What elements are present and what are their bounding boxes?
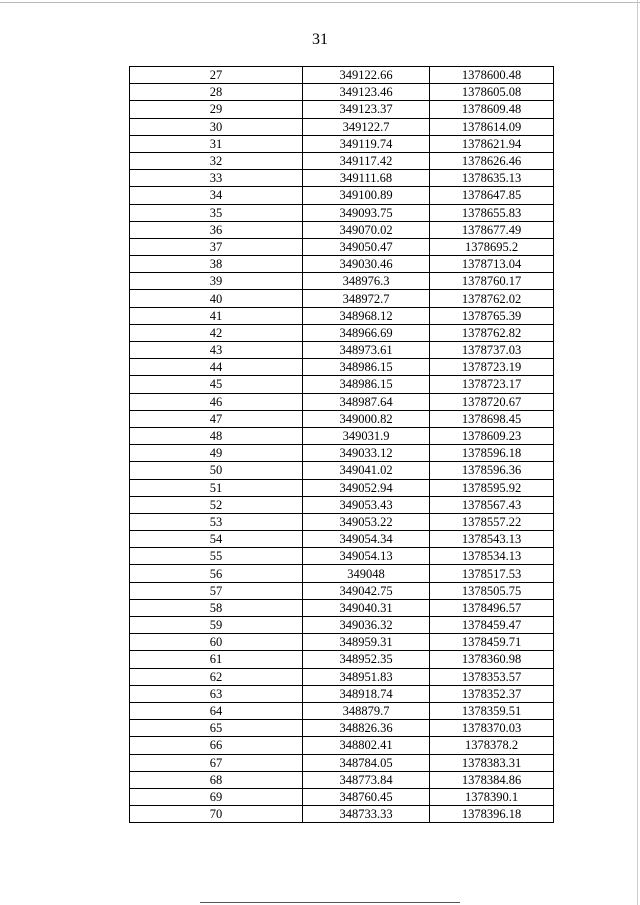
y-coordinate-cell: 1378647.85 bbox=[430, 187, 554, 204]
y-coordinate-cell: 1378609.48 bbox=[430, 101, 554, 118]
table-row bbox=[130, 170, 554, 187]
y-coordinate-cell: 1378737.03 bbox=[430, 342, 554, 359]
scan-edge-top bbox=[0, 2, 640, 3]
x-coordinate-cell: 348986.15 bbox=[303, 376, 430, 393]
x-coordinate-cell: 349053.22 bbox=[303, 513, 430, 530]
y-coordinate-cell: 1378534.13 bbox=[430, 548, 554, 565]
y-coordinate-cell: 1378614.09 bbox=[430, 118, 554, 135]
x-coordinate-cell: 348879.7 bbox=[303, 702, 430, 719]
x-coordinate-cell: 348784.05 bbox=[303, 754, 430, 771]
table-row bbox=[130, 582, 554, 599]
y-coordinate-cell: 1378600.48 bbox=[430, 67, 554, 84]
table-row bbox=[130, 84, 554, 101]
x-coordinate-cell: 348968.12 bbox=[303, 307, 430, 324]
point-number-cell: 67 bbox=[130, 754, 303, 771]
point-number-cell: 42 bbox=[130, 324, 303, 341]
y-coordinate-cell: 1378762.82 bbox=[430, 324, 554, 341]
y-coordinate-cell: 1378396.18 bbox=[430, 806, 554, 823]
point-number-cell: 63 bbox=[130, 685, 303, 702]
x-coordinate-cell: 348802.41 bbox=[303, 737, 430, 754]
table-row bbox=[130, 118, 554, 135]
table-row bbox=[130, 221, 554, 238]
table-row bbox=[130, 427, 554, 444]
table-row bbox=[130, 565, 554, 582]
x-coordinate-cell: 348951.83 bbox=[303, 668, 430, 685]
y-coordinate-cell: 1378635.13 bbox=[430, 170, 554, 187]
y-coordinate-cell: 1378359.51 bbox=[430, 702, 554, 719]
x-coordinate-cell: 349041.02 bbox=[303, 462, 430, 479]
table-row bbox=[130, 376, 554, 393]
point-number-cell: 65 bbox=[130, 720, 303, 737]
scan-edge-right bbox=[637, 0, 638, 905]
point-number-cell: 50 bbox=[130, 462, 303, 479]
x-coordinate-cell: 349122.7 bbox=[303, 118, 430, 135]
x-coordinate-cell: 349093.75 bbox=[303, 204, 430, 221]
point-number-cell: 33 bbox=[130, 170, 303, 187]
y-coordinate-cell: 1378459.47 bbox=[430, 617, 554, 634]
point-number-cell: 34 bbox=[130, 187, 303, 204]
table-row bbox=[130, 462, 554, 479]
table-row bbox=[130, 204, 554, 221]
table-row bbox=[130, 238, 554, 255]
point-number-cell: 58 bbox=[130, 599, 303, 616]
point-number-cell: 31 bbox=[130, 135, 303, 152]
x-coordinate-cell: 349042.75 bbox=[303, 582, 430, 599]
x-coordinate-cell: 349036.32 bbox=[303, 617, 430, 634]
x-coordinate-cell: 349123.37 bbox=[303, 101, 430, 118]
table-row bbox=[130, 513, 554, 530]
x-coordinate-cell: 348973.61 bbox=[303, 342, 430, 359]
table-row bbox=[130, 548, 554, 565]
point-number-cell: 53 bbox=[130, 513, 303, 530]
point-number-cell: 35 bbox=[130, 204, 303, 221]
point-number-cell: 48 bbox=[130, 427, 303, 444]
point-number-cell: 36 bbox=[130, 221, 303, 238]
table-row bbox=[130, 273, 554, 290]
point-number-cell: 30 bbox=[130, 118, 303, 135]
point-number-cell: 56 bbox=[130, 565, 303, 582]
table-row bbox=[130, 307, 554, 324]
x-coordinate-cell: 348976.3 bbox=[303, 273, 430, 290]
table-row bbox=[130, 393, 554, 410]
table-row bbox=[130, 187, 554, 204]
y-coordinate-cell: 1378390.1 bbox=[430, 788, 554, 805]
y-coordinate-cell: 1378698.45 bbox=[430, 410, 554, 427]
x-coordinate-cell: 349111.68 bbox=[303, 170, 430, 187]
table-row bbox=[130, 617, 554, 634]
point-number-cell: 64 bbox=[130, 702, 303, 719]
x-coordinate-cell: 349054.34 bbox=[303, 531, 430, 548]
table-row bbox=[130, 531, 554, 548]
y-coordinate-cell: 1378765.39 bbox=[430, 307, 554, 324]
point-number-cell: 49 bbox=[130, 445, 303, 462]
point-number-cell: 43 bbox=[130, 342, 303, 359]
x-coordinate-cell: 348826.36 bbox=[303, 720, 430, 737]
point-number-cell: 41 bbox=[130, 307, 303, 324]
point-number-cell: 54 bbox=[130, 531, 303, 548]
table-row bbox=[130, 152, 554, 169]
table-row bbox=[130, 754, 554, 771]
y-coordinate-cell: 1378695.2 bbox=[430, 238, 554, 255]
table-row bbox=[130, 702, 554, 719]
point-number-cell: 62 bbox=[130, 668, 303, 685]
y-coordinate-cell: 1378723.19 bbox=[430, 359, 554, 376]
point-number-cell: 66 bbox=[130, 737, 303, 754]
y-coordinate-cell: 1378353.57 bbox=[430, 668, 554, 685]
point-number-cell: 39 bbox=[130, 273, 303, 290]
table-row bbox=[130, 788, 554, 805]
y-coordinate-cell: 1378567.43 bbox=[430, 496, 554, 513]
y-coordinate-cell: 1378459.71 bbox=[430, 634, 554, 651]
x-coordinate-cell: 349122.66 bbox=[303, 67, 430, 84]
table-row bbox=[130, 342, 554, 359]
point-number-cell: 28 bbox=[130, 84, 303, 101]
x-coordinate-cell: 348760.45 bbox=[303, 788, 430, 805]
table-row bbox=[130, 685, 554, 702]
y-coordinate-cell: 1378605.08 bbox=[430, 84, 554, 101]
table-row bbox=[130, 651, 554, 668]
table-row bbox=[130, 720, 554, 737]
table-row bbox=[130, 479, 554, 496]
x-coordinate-cell: 349117.42 bbox=[303, 152, 430, 169]
y-coordinate-cell: 1378713.04 bbox=[430, 256, 554, 273]
y-coordinate-cell: 1378626.46 bbox=[430, 152, 554, 169]
y-coordinate-cell: 1378496.57 bbox=[430, 599, 554, 616]
x-coordinate-cell: 349030.46 bbox=[303, 256, 430, 273]
table-row bbox=[130, 737, 554, 754]
x-coordinate-cell: 348987.64 bbox=[303, 393, 430, 410]
point-number-cell: 61 bbox=[130, 651, 303, 668]
x-coordinate-cell: 348952.35 bbox=[303, 651, 430, 668]
table-row bbox=[130, 496, 554, 513]
x-coordinate-cell: 349031.9 bbox=[303, 427, 430, 444]
point-number-cell: 44 bbox=[130, 359, 303, 376]
coordinates-table-body bbox=[130, 67, 554, 823]
y-coordinate-cell: 1378543.13 bbox=[430, 531, 554, 548]
y-coordinate-cell: 1378517.53 bbox=[430, 565, 554, 582]
y-coordinate-cell: 1378360.98 bbox=[430, 651, 554, 668]
y-coordinate-cell: 1378760.17 bbox=[430, 273, 554, 290]
y-coordinate-cell: 1378723.17 bbox=[430, 376, 554, 393]
page-number: 31 bbox=[312, 31, 328, 48]
y-coordinate-cell: 1378383.31 bbox=[430, 754, 554, 771]
y-coordinate-cell: 1378596.36 bbox=[430, 462, 554, 479]
x-coordinate-cell: 349119.74 bbox=[303, 135, 430, 152]
table-row bbox=[130, 445, 554, 462]
x-coordinate-cell: 349100.89 bbox=[303, 187, 430, 204]
table-row bbox=[130, 359, 554, 376]
point-number-cell: 46 bbox=[130, 393, 303, 410]
table-row bbox=[130, 668, 554, 685]
x-coordinate-cell: 348966.69 bbox=[303, 324, 430, 341]
point-number-cell: 51 bbox=[130, 479, 303, 496]
table-row bbox=[130, 290, 554, 307]
x-coordinate-cell: 349033.12 bbox=[303, 445, 430, 462]
coordinates-table bbox=[129, 66, 554, 823]
point-number-cell: 27 bbox=[130, 67, 303, 84]
y-coordinate-cell: 1378557.22 bbox=[430, 513, 554, 530]
point-number-cell: 47 bbox=[130, 410, 303, 427]
y-coordinate-cell: 1378596.18 bbox=[430, 445, 554, 462]
table-row bbox=[130, 256, 554, 273]
x-coordinate-cell: 349054.13 bbox=[303, 548, 430, 565]
x-coordinate-cell: 349053.43 bbox=[303, 496, 430, 513]
x-coordinate-cell: 349040.31 bbox=[303, 599, 430, 616]
point-number-cell: 70 bbox=[130, 806, 303, 823]
scan-edge-bottom bbox=[200, 902, 460, 903]
point-number-cell: 32 bbox=[130, 152, 303, 169]
y-coordinate-cell: 1378677.49 bbox=[430, 221, 554, 238]
point-number-cell: 38 bbox=[130, 256, 303, 273]
y-coordinate-cell: 1378762.02 bbox=[430, 290, 554, 307]
y-coordinate-cell: 1378352.37 bbox=[430, 685, 554, 702]
y-coordinate-cell: 1378378.2 bbox=[430, 737, 554, 754]
point-number-cell: 60 bbox=[130, 634, 303, 651]
x-coordinate-cell: 349052.94 bbox=[303, 479, 430, 496]
table-row bbox=[130, 135, 554, 152]
point-number-cell: 59 bbox=[130, 617, 303, 634]
y-coordinate-cell: 1378621.94 bbox=[430, 135, 554, 152]
x-coordinate-cell: 349050.47 bbox=[303, 238, 430, 255]
table-row bbox=[130, 599, 554, 616]
point-number-cell: 40 bbox=[130, 290, 303, 307]
point-number-cell: 69 bbox=[130, 788, 303, 805]
y-coordinate-cell: 1378505.75 bbox=[430, 582, 554, 599]
x-coordinate-cell: 348972.7 bbox=[303, 290, 430, 307]
table-row bbox=[130, 324, 554, 341]
x-coordinate-cell: 348733.33 bbox=[303, 806, 430, 823]
x-coordinate-cell: 348918.74 bbox=[303, 685, 430, 702]
point-number-cell: 52 bbox=[130, 496, 303, 513]
x-coordinate-cell: 349048 bbox=[303, 565, 430, 582]
y-coordinate-cell: 1378595.92 bbox=[430, 479, 554, 496]
point-number-cell: 57 bbox=[130, 582, 303, 599]
point-number-cell: 55 bbox=[130, 548, 303, 565]
table-row bbox=[130, 771, 554, 788]
table-row bbox=[130, 67, 554, 84]
y-coordinate-cell: 1378720.67 bbox=[430, 393, 554, 410]
y-coordinate-cell: 1378655.83 bbox=[430, 204, 554, 221]
table-row bbox=[130, 806, 554, 823]
table-row bbox=[130, 410, 554, 427]
x-coordinate-cell: 349123.46 bbox=[303, 84, 430, 101]
y-coordinate-cell: 1378384.86 bbox=[430, 771, 554, 788]
x-coordinate-cell: 349070.02 bbox=[303, 221, 430, 238]
table-row bbox=[130, 101, 554, 118]
point-number-cell: 37 bbox=[130, 238, 303, 255]
x-coordinate-cell: 348959.31 bbox=[303, 634, 430, 651]
y-coordinate-cell: 1378609.23 bbox=[430, 427, 554, 444]
point-number-cell: 45 bbox=[130, 376, 303, 393]
x-coordinate-cell: 348773.84 bbox=[303, 771, 430, 788]
point-number-cell: 29 bbox=[130, 101, 303, 118]
table-row bbox=[130, 634, 554, 651]
x-coordinate-cell: 349000.82 bbox=[303, 410, 430, 427]
x-coordinate-cell: 348986.15 bbox=[303, 359, 430, 376]
y-coordinate-cell: 1378370.03 bbox=[430, 720, 554, 737]
point-number-cell: 68 bbox=[130, 771, 303, 788]
